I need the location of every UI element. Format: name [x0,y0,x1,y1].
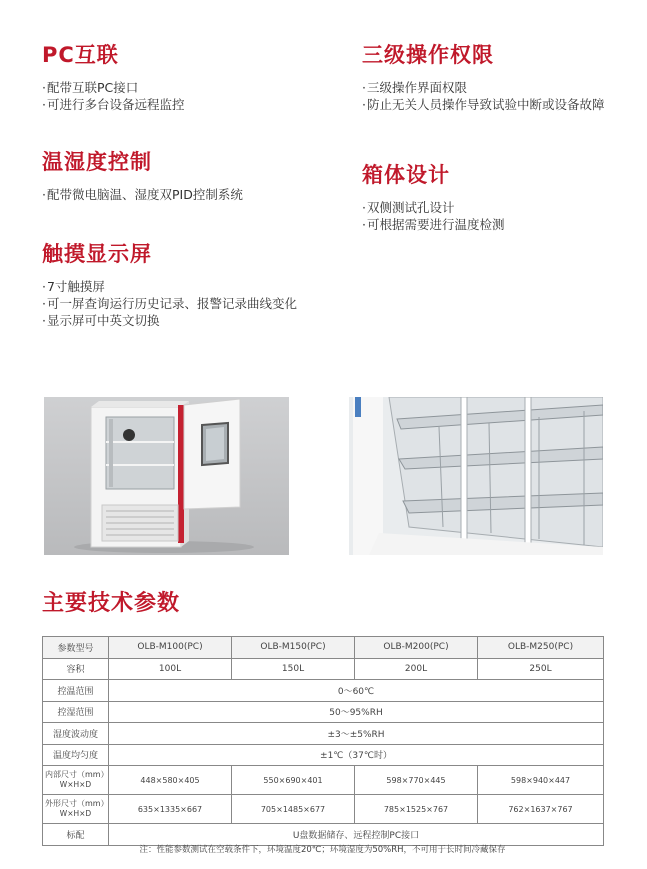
row-label [43,795,109,824]
row-label: 标配 [43,824,109,846]
feature-item: · 显示屏可中英文切换 [42,312,302,329]
row-label: 温度均匀度 [43,744,109,766]
product-photo-interior [349,397,603,555]
table-row [43,701,604,723]
feature-pc-connect [42,43,302,113]
feature-item: · 防止无关人员操作导致试验中断或设备故障 [362,96,612,113]
row-label-main: 外形尺寸（mm） [45,799,109,808]
feature-title: PC互联 [42,43,119,67]
table-cell: U盘数据储存、远程控制PC接口 [109,824,604,846]
table-header-cell: OLB-M250(PC) [478,637,604,659]
feature-title: 触摸显示屏 [42,242,152,266]
table-cell: 598×940×447 [478,766,604,795]
feature-item: · 三级操作界面权限 [362,79,612,96]
feature-touchscreen [42,242,302,329]
table-cell: ±3～±5%RH [109,723,604,745]
product-photo-chamber [44,397,289,555]
table-cell: ±1℃（37℃时） [109,744,604,766]
table-cell: 200L [355,658,478,680]
feature-title: 三级操作权限 [362,43,494,67]
table-row [43,637,604,659]
table-row [43,658,604,680]
table-cell: 705×1485×677 [232,795,355,824]
table-cell: 150L [232,658,355,680]
table-header-cell: OLB-M150(PC) [232,637,355,659]
row-label [43,766,109,795]
table-cell: 448×580×405 [109,766,232,795]
feature-item: · 双侧测试孔设计 [362,199,612,216]
feature-item: · 配带互联PC接口 [42,79,302,96]
footnote: 注：性能参数测试在空载条件下，环境温度20℃；环境湿度为50%RH，不可用于长时间冷藏保存 [139,845,506,855]
table-row [43,795,604,824]
feature-item: · 配带微电脑温、湿度双PID控制系统 [42,186,302,203]
table-cell: 250L [478,658,604,680]
table-row [43,824,604,846]
row-label: 控湿范围 [43,701,109,723]
row-label: 容积 [43,658,109,680]
row-label-main: 内部尺寸（mm） [45,770,109,779]
table-header-cell: 参数型号 [43,637,109,659]
table-cell: 785×1525×767 [355,795,478,824]
table-header-cell: OLB-M200(PC) [355,637,478,659]
feature-permission [362,43,612,113]
feature-item: · 可根据需要进行温度检测 [362,216,612,233]
table-cell: 598×770×445 [355,766,478,795]
table-header-cell: OLB-M100(PC) [109,637,232,659]
table-cell: 50～95%RH [109,701,604,723]
chamber-illustration [44,397,289,555]
table-row [43,723,604,745]
feature-title: 箱体设计 [362,163,450,187]
feature-box-design [362,163,612,233]
spec-table [42,636,604,846]
feature-title: 温湿度控制 [42,150,152,174]
table-cell: 100L [109,658,232,680]
section-title-specs: 主要技术参数 [42,591,181,616]
table-row [43,680,604,702]
table-row [43,744,604,766]
row-label-sub: W×H×D [59,809,92,818]
feature-item: · 可进行多台设备远程监控 [42,96,302,113]
table-cell: 550×690×401 [232,766,355,795]
table-cell: 762×1637×767 [478,795,604,824]
feature-item: · 7寸触摸屏 [42,278,302,295]
table-row [43,766,604,795]
row-label: 控温范围 [43,680,109,702]
interior-illustration [349,397,603,555]
feature-item: · 可一屏查询运行历史记录、报警记录曲线变化 [42,295,302,312]
row-label-sub: W×H×D [59,780,92,789]
row-label: 湿度波动度 [43,723,109,745]
table-cell: 0～60℃ [109,680,604,702]
feature-temp-hum [42,150,302,203]
table-cell: 635×1335×667 [109,795,232,824]
